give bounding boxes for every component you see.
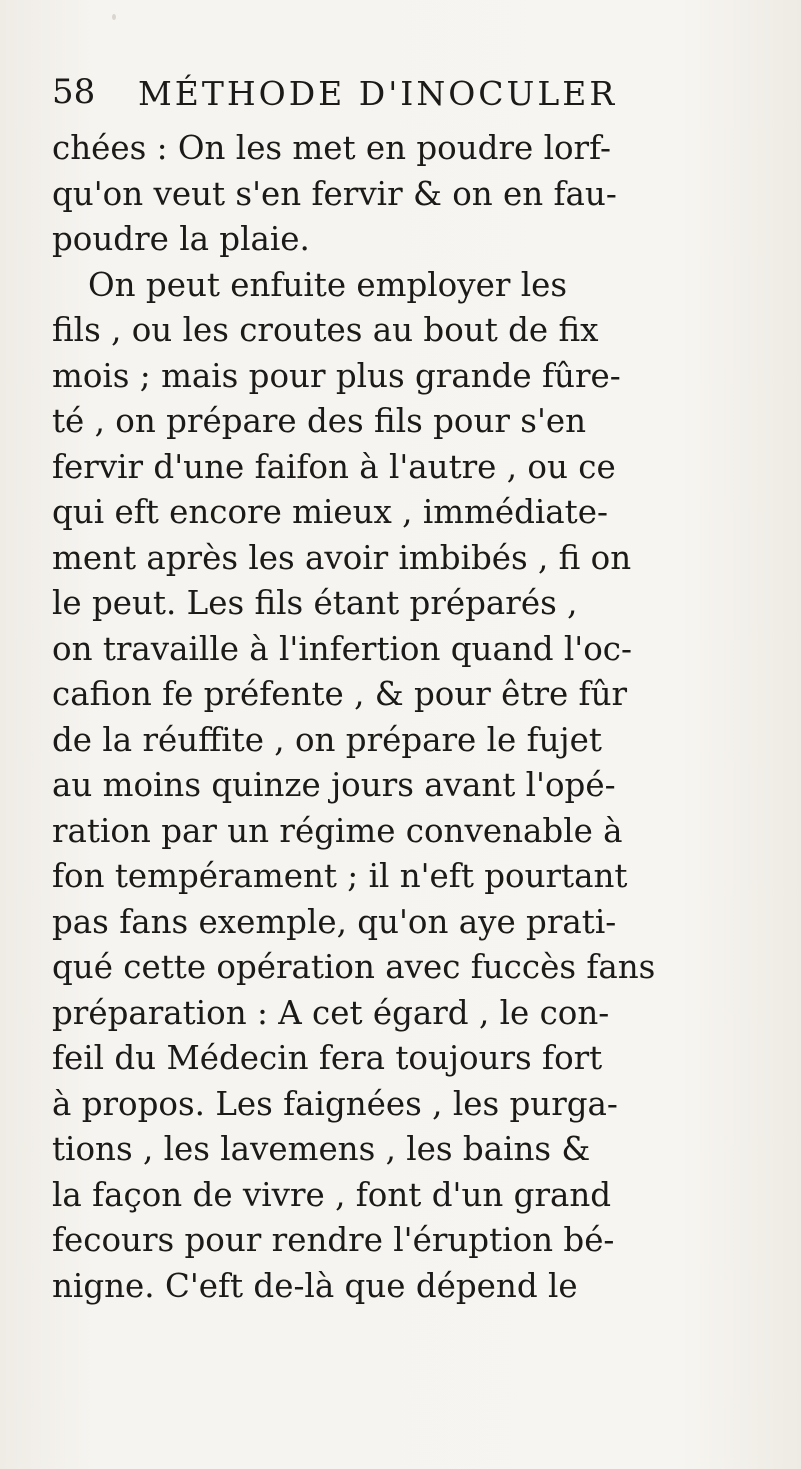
text-line: ration par un régime convenable à — [52, 811, 623, 850]
text-line: nigne. C'eft de-là que dépend le — [52, 1266, 578, 1305]
page-header — [52, 72, 752, 122]
text-line: de la réuffite , on prépare le fujet — [52, 720, 602, 759]
text-line: qui eft encore mieux , immédiate- — [52, 493, 608, 531]
text-line: mois ; mais pour plus grande fûre- — [52, 356, 621, 395]
body-text — [52, 126, 792, 1309]
text-line: fervir d'une faifon à l'autre , ou ce — [52, 447, 616, 486]
text-line: au moins quinze jours avant l'opé- — [52, 766, 616, 804]
text-line: fecours pour rendre l'éruption bé- — [52, 1221, 615, 1259]
text-line: tions , les lavemens , les bains & — [52, 1130, 591, 1168]
text-line: la façon de vivre , font d'un grand — [52, 1175, 612, 1214]
text-line: té , on prépare des fils pour s'en — [52, 402, 587, 440]
text-line: poudre la plaie. — [52, 220, 310, 258]
scan-speck — [112, 14, 116, 20]
text-line: pas fans exemple, qu'on aye prati- — [52, 902, 617, 941]
text-line: le peut. Les fils étant préparés , — [52, 584, 578, 622]
text-line: ment après les avoir imbibés , fi on — [52, 538, 632, 577]
text-line: cafion fe préfente , & pour être fûr — [52, 675, 628, 713]
text-line: à propos. Les faignées , les purga- — [52, 1084, 618, 1123]
text-line: On peut enfuite employer les — [88, 265, 567, 304]
page-number: 58 — [52, 72, 96, 112]
text-line: on travaille à l'infertion quand l'oc- — [52, 629, 632, 668]
text-line: fon tempérament ; il n'eft pourtant — [52, 857, 628, 895]
running-title: MÉTHODE D'INOCULER — [138, 74, 618, 113]
text-line: qué cette opération avec fuccès fans — [52, 948, 656, 986]
text-line: fils , ou les croutes au bout de fix — [52, 311, 599, 349]
text-line: qu'on veut s'en fervir & on en fau- — [52, 174, 617, 213]
text-line: feil du Médecin fera toujours fort — [52, 1039, 603, 1077]
text-line: préparation : A cet égard , le con- — [52, 993, 610, 1032]
text-line: chées : On les met en poudre lorf- — [52, 129, 611, 167]
